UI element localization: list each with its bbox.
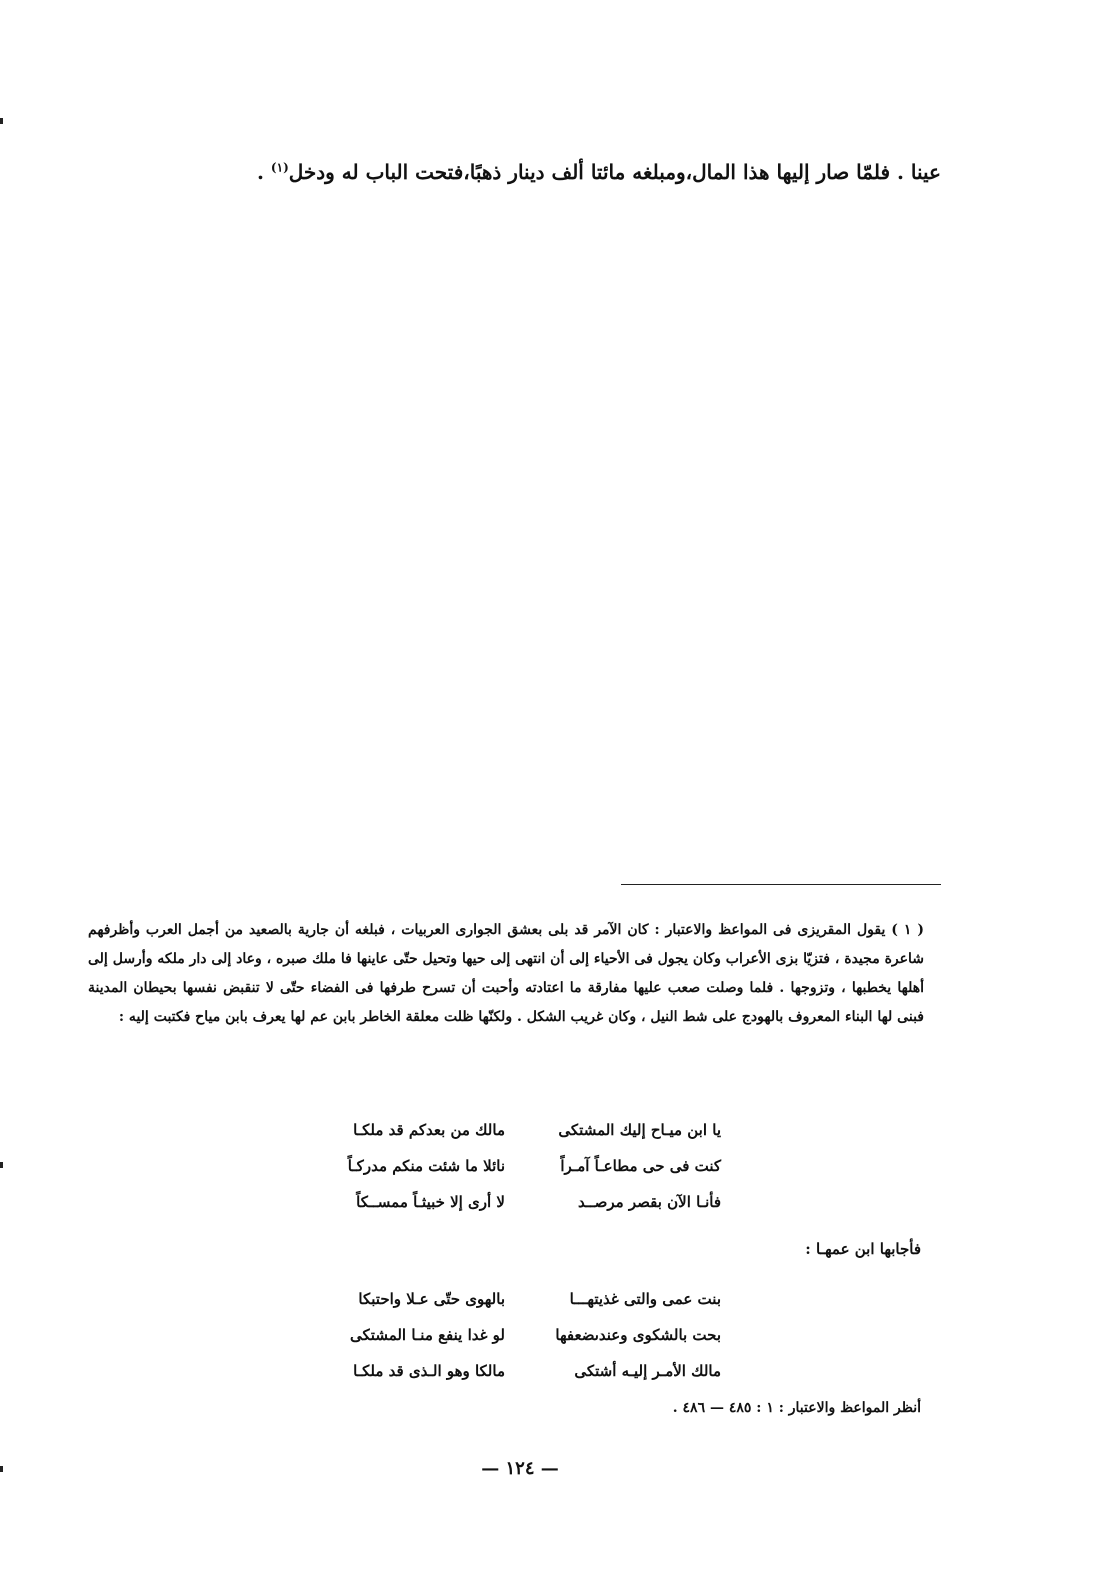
footnote-paragraph <box>88 916 924 1032</box>
source-reference: أنظر المواعظ والاعتبار : ١ : ٤٨٥ — ٤٨٦ . <box>672 1400 921 1416</box>
main-text-line <box>141 160 941 184</box>
poem-verse <box>261 1281 721 1317</box>
verse-second-hemistich: مالكا وهو الـذى قد ملكـا <box>353 1362 505 1380</box>
poem-letter <box>261 1112 721 1220</box>
poem-verse <box>261 1112 721 1148</box>
main-text-end: . <box>256 160 271 184</box>
reply-intro: فأجابها ابن عمهـا : <box>805 1240 921 1258</box>
verse-first-hemistich: كنت فى حى مطاعـاً آمـراً <box>560 1157 721 1175</box>
footnote-reference: (١) <box>270 160 289 175</box>
verse-first-hemistich: بحت بالشكوى وعندىضعفها <box>555 1326 721 1344</box>
verse-first-hemistich: فأنـا الآن بقصر مرصــد <box>577 1193 721 1211</box>
scan-edge-mark <box>0 1162 3 1168</box>
verse-second-hemistich: نائلا ما شئت منكم مدركـاً <box>347 1157 505 1175</box>
footnote-text: ( ١ ) يقول المقريزى فى المواعظ والاعتبار : كان الآمر قد بلى بعشق الجوارى العربيات ، فبلغه أن جارية بالصعيد من أجمل العرب وأظرفهم شاعرة مجيدة ، فتزيّا بزى الأعراب وكان يجول فى الأحياء إلى أن انتهى إلى حيها وتحيل حتّى عاينها فا ملك صبره ، وعاد إلى دار ملكه وأرسل إلى أهلها يخطبها ، وتزوجها . فلما وصلت صعب عليها مفارقة ما اعتادته وأحبت أن تسرح طرفها فى الفضاء حتّى لا تنقبض نفسها بحيطان المدينة فبنى لها البناء المعروف بالهودج على شط النيل ، وكان غريب الشكل . ولكنّها ظلت معلقة الخاطر بابن عم لها يعرف بابن مياح فكتبت إليه : <box>88 922 925 1025</box>
verse-first-hemistich: بنت عمى والتى غذيتهـــا <box>569 1290 721 1308</box>
poem-verse <box>261 1317 721 1353</box>
verse-first-hemistich: يا ابن ميـاح إليك المشتكى <box>558 1121 721 1139</box>
verse-second-hemistich: مالك من بعدكم قد ملكـا <box>353 1121 505 1139</box>
poem-reply <box>261 1281 721 1389</box>
scan-edge-mark <box>0 118 3 124</box>
poem-verse <box>261 1148 721 1184</box>
verse-first-hemistich: مالك الأمـر إليـه أشتكى <box>574 1362 721 1380</box>
page-number: — ١٢٤ — <box>481 1458 559 1479</box>
poem-verse <box>261 1184 721 1220</box>
poem-verse <box>261 1353 721 1389</box>
verse-second-hemistich: بالهوى حتّى عـلا واحتبكا <box>358 1290 505 1308</box>
verse-second-hemistich: لو غدا ينفع منـا المشتكى <box>350 1326 505 1344</box>
verse-second-hemistich: لا أرى إلا خبيثـاً ممســكاً <box>356 1193 505 1211</box>
footnote-separator <box>621 884 941 885</box>
main-text: عينا . فلمّا صار إليها هذا المال،ومبلغه مائتا ألف دينار ذهبًا،فتحت الباب له ودخل <box>288 160 941 184</box>
